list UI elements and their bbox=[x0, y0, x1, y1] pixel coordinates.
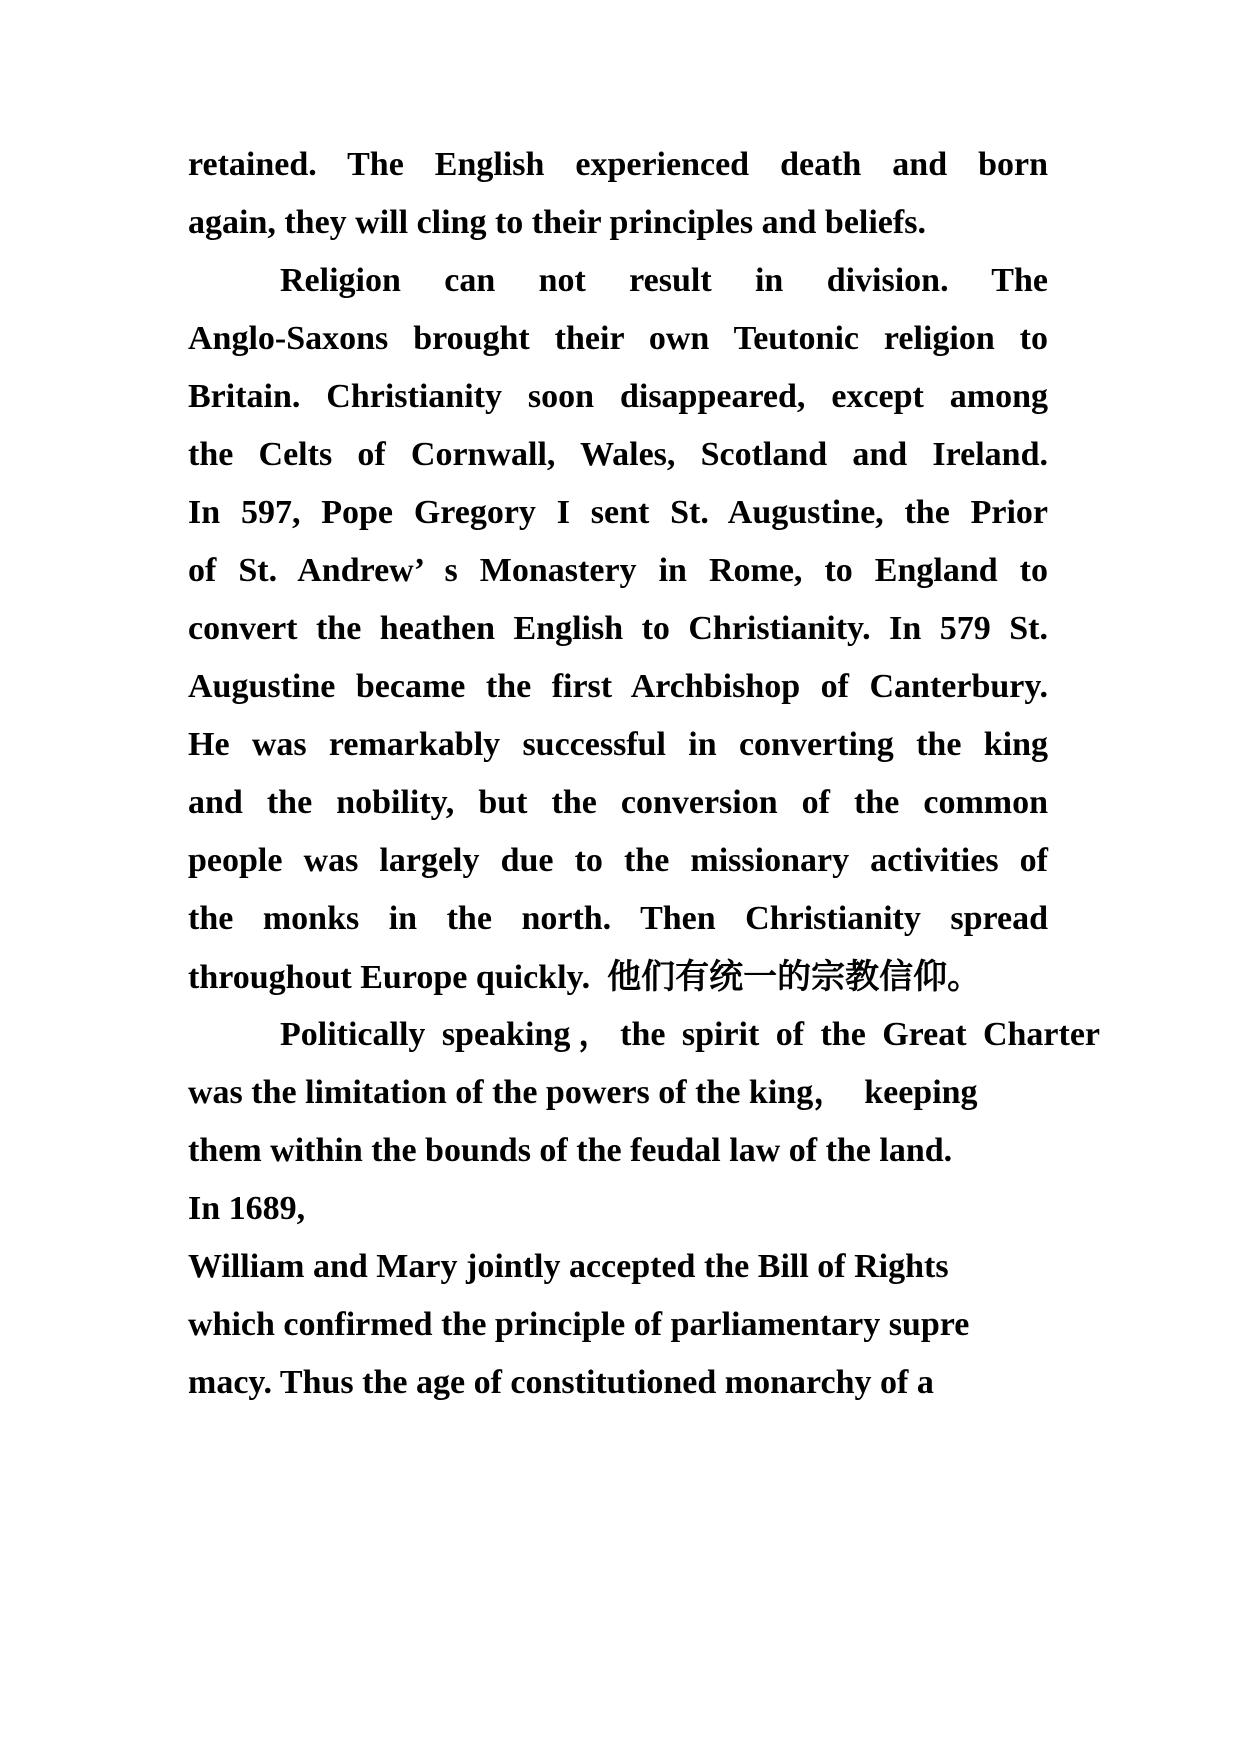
text-line: and the nobility, but the conversion of the common bbox=[188, 784, 1048, 821]
paragraph-religion-first-line: Religion can not result in division. The bbox=[280, 262, 1048, 299]
text-line: which confirmed the principle of parliamentary supre bbox=[188, 1306, 970, 1343]
text-line-with-cjk bbox=[188, 945, 1048, 1009]
text-line: of St. Andrew’ s Monastery in Rome, to England to bbox=[188, 552, 1048, 589]
text-line: the Celts of Cornwall, Wales, Scotland and Ireland. bbox=[188, 436, 1048, 473]
text-line: was the limitation of the powers of the king， keeping bbox=[188, 1074, 978, 1111]
text-line: William and Mary jointly accepted the Bill of Rights bbox=[188, 1248, 949, 1285]
text-line: macy. Thus the age of constitutioned monarchy of a bbox=[188, 1364, 934, 1401]
text-line: convert the heathen English to Christianity. In 579 St. bbox=[188, 610, 1048, 647]
text-segment: throughout Europe quickly. bbox=[188, 959, 591, 996]
text-line: In 597, Pope Gregory I sent St. Augustine, the Prior bbox=[188, 494, 1048, 531]
cjk-sentence: 他们有统一的宗教信仰。 bbox=[607, 957, 982, 997]
paragraph-politics-first-line: Politically speaking，the spirit of the Great Charter bbox=[280, 1016, 1100, 1053]
text-line: Augustine became the first Archbishop of Canterbury. bbox=[188, 668, 1048, 705]
text-line: Britain. Christianity soon disappeared, except among bbox=[188, 378, 1048, 415]
text-line: In 1689, bbox=[188, 1190, 306, 1227]
text-line: the monks in the north. Then Christianity spread bbox=[188, 900, 1048, 937]
text-line: again, they will cling to their principles and beliefs. bbox=[188, 204, 926, 241]
text-line: retained. The English experienced death and born bbox=[188, 146, 1048, 183]
text-line: people was largely due to the missionary activities of bbox=[188, 842, 1048, 879]
text-line: Anglo-Saxons brought their own Teutonic religion to bbox=[188, 320, 1048, 357]
text-line: them within the bounds of the feudal law of the land. bbox=[188, 1132, 953, 1169]
text-line: He was remarkably successful in converting the king bbox=[188, 726, 1048, 763]
